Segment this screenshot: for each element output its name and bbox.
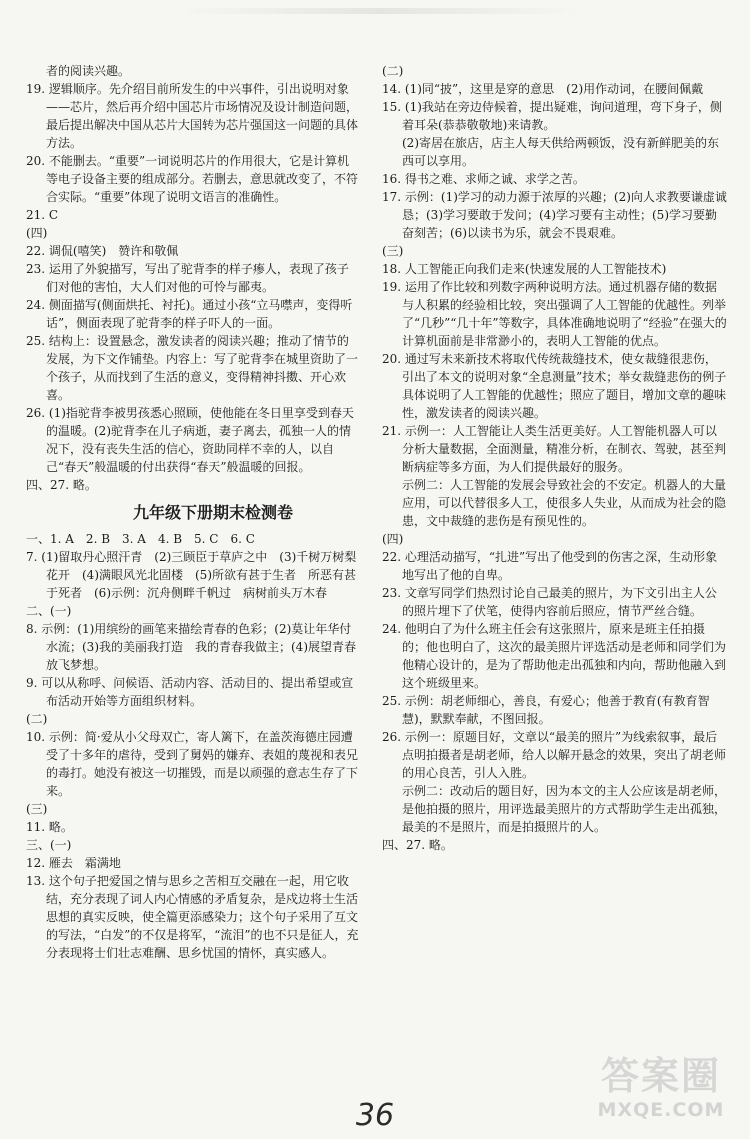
watermark-text: 答案圈: [600, 1054, 721, 1098]
answer-line: 15. (1)我站在旁边侍候着，提出疑难，询问道理，弯下身子，侧着耳朵(恭恭敬敬地)来请教。: [382, 100, 722, 132]
answer-line: (二): [26, 712, 48, 726]
answer-line: 22. 心理活动描写，“扎进”写出了他受到的伤害之深，生动形象地写出了他的自卑。: [382, 550, 718, 582]
answer-line: 9. 可以从称呼、问候语、活动内容、活动目的、提出希望或宣布活动开始等方面组织材料。: [26, 676, 354, 708]
answer-line: 示例二：人工智能的发展会导致社会的不安定。机器人的大量应用，可以代替很多人工，使很多人失业，从而成为社会的隐患，文中裁缝的悲伤是有预见性的。: [402, 478, 727, 528]
answer-line: 20. 不能删去。“重要”一词说明芯片的作用很大，它是计算机等电子设备主要的组成部分。若删去，意思就改变了，不符合实际。“重要”体现了说明文语言的准确性。: [26, 154, 359, 204]
answer-line: 25. 示例：胡老师细心，善良，有爱心；他善于教育(有教育智慧)，默默奉献，不图回报。: [382, 694, 710, 726]
left-column: [26, 62, 369, 962]
answer-line: 23. 文章写同学们热烈讨论自己最美的照片，为下文引出主人公的照片埋下了伏笔，使得内容前后照应，情节严丝合缝。: [382, 586, 717, 618]
answer-line: 19. 运用了作比较和列数字两种说明方法。通过机器存储的数据与人积累的经验相比较，突出强调了人工智能的优越性。列举了“几秒”“几十年”等数字，具体准确地说明了“经验”在强大的计算机面前是非常渺小的，表明人工智能的优点。: [382, 280, 727, 348]
answer-line: 13. 这个句子把爱国之情与思乡之苦相互交融在一起，用它收结，充分表现了词人内心情感的矛盾复杂，是戍边将士生活思想的真实反映，使全篇更添感染力；这个句子采用了互文的写法，“白发”的不仅是将军，“流泪”的也不只是征人，充分表现将士们壮志难酬、思乡忧国的情怀，真实感人。: [26, 874, 359, 960]
answer-line: 16. 得书之难、求师之诚、求学之苦。: [382, 172, 585, 186]
answer-line: 24. 他明白了为什么班主任会有这张照片，原来是班主任拍摄的；他也明白了，这次的最美照片评选活动是老师和同学们为他精心设计的，是为了帮助他走出孤独和内向，帮助他融入到这个班级里来。: [382, 622, 727, 690]
answer-line: (三): [382, 244, 404, 258]
answer-line: 一、1. A 2. B 3. A 4. B 5. C 6. C: [26, 532, 255, 546]
answer-line: (二): [382, 64, 404, 78]
answer-line: 25. 结构上：设置悬念，激发读者的阅读兴趣；推动了情节的发展，为下文作铺垫。内容上：写了驼背李在城里资助了一个孩子，从而找到了生活的意义，变得精神抖擞、开心欢喜。: [26, 334, 359, 402]
answer-line: 18. 人工智能正向我们走来(快速发展的人工智能技术): [382, 262, 667, 276]
answer-line: 17. 示例：(1)学习的动力源于浓厚的兴趣；(2)向人求教要谦虚诚恳；(3)学习要敢于发问；(4)学习要有主动性；(5)学习要勤奋刻苦；(6)以读书为乐，就会不畏艰难。: [382, 190, 727, 240]
watermark-url: MXQE.COM: [597, 1099, 725, 1121]
top-edge-shadow: [180, 8, 580, 14]
answer-line: 二、(一): [26, 604, 72, 618]
answer-line: 14. (1)同“披”，这里是穿的意思 (2)用作动词，在腰间佩戴: [382, 82, 704, 96]
watermark-logo: [586, 1053, 736, 1131]
answer-line: 示例二：改动后的题目好，因为本文的主人公应该是胡老师，是他拍摄的照片，用评选最美照片的方式帮助学生走出孤独，最美的不是照片，而是拍摄照片的人。: [402, 784, 727, 834]
right-column: [382, 62, 727, 854]
answer-line: (四): [26, 226, 48, 240]
answer-line: 三、(一): [26, 838, 72, 852]
page-number: 36: [355, 1098, 395, 1133]
answer-line: (三): [26, 802, 48, 816]
answer-line: 26. (1)指驼背李被男孩悉心照顾，使他能在冬日里享受到春天的温暖。(2)驼背李在儿子病逝，妻子离去，孤独一人的情况下，没有丧失生活的信心，资助同样不幸的人，以自己“春天”般温暖的付出获得“春天”般温暖的回报。: [26, 406, 354, 474]
answer-line: 12. 雁去 霜满地: [26, 856, 121, 870]
answer-line: 四、27. 略。: [382, 838, 453, 852]
section-title: 九年级下册期末检测卷: [132, 503, 293, 522]
answer-line: 四、27. 略。: [26, 478, 97, 492]
answer-line: 7. (1)留取丹心照汗青 (2)三顾臣于草庐之中 (3)千树万树梨花开 (4)满眼风光北固楼 (5)所欲有甚于生者 所恶有甚于死者 (6)示例：沉舟侧畔千帆过 病树前头万木春: [26, 550, 357, 600]
answer-line: 11. 略。: [26, 820, 73, 834]
answer-line: 19. 逻辑顺序。先介绍目前所发生的中兴事件，引出说明对象——芯片，然后再介绍中国芯片市场情况及设计制造问题，最后提出解决中国从芯片大国转为芯片强国这一问题的具体方法。: [26, 82, 359, 150]
answer-line: 22. 调侃(嘻笑) 赞许和敬佩: [26, 244, 179, 258]
answer-line: 21. C: [26, 208, 59, 222]
answer-line: (2)寄居在旅店，店主人每天供给两顿饭，没有新鲜肥美的东西可以享用。: [402, 136, 720, 168]
answer-line: (四): [382, 532, 404, 546]
answer-line: 10. 示例：简·爱从小父母双亡，寄人篱下，在盖茨海德庄园遭受了十多年的虐待，受到了舅妈的嫌弃、表姐的蔑视和表兄的毒打。她没有被这一切摧毁，而是以顽强的意志生存了下来。: [26, 730, 359, 798]
answer-line: 8. 示例：(1)用缤纷的画笔来描绘青春的色彩；(2)莫让年华付水流；(3)我的美丽我打造 我的青春我做主；(4)展望青春 放飞梦想。: [26, 622, 369, 672]
answer-line: 21. 示例一：人工智能让人类生活更美好。人工智能机器人可以分析大量数据，全面测量，精准分析，在制衣、驾驶，甚至判断病症等多方面，为人们提供最好的服务。: [382, 424, 727, 474]
answer-line: 24. 侧面描写(侧面烘托、衬托)。通过小孩“立马噤声，变得听话”，侧面表现了驼背李的样子吓人的一面。: [26, 298, 353, 330]
answer-line: 20. 通过写未来新技术将取代传统裁缝技术，使女裁缝很悲伤，引出了本文的说明对象“全息测量”技术；举女裁缝悲伤的例子具体说明了人工智能的优越性；照应了题目，增加文章的趣味性，激发读者的阅读兴趣。: [382, 352, 727, 420]
answer-line: 26. 示例一：原题目好，文章以“最美的照片”为线索叙事，最后点明拍摄者是胡老师，给人以解开悬念的效果，突出了胡老师的用心良苦，引人入胜。: [382, 730, 727, 780]
answer-line: 23. 运用了外貌描写，写出了驼背李的样子瘆人，表现了孩子们对他的害怕，大人们对他的可怜与鄙夷。: [26, 262, 349, 294]
answer-line: 者的阅读兴趣。: [46, 64, 131, 78]
